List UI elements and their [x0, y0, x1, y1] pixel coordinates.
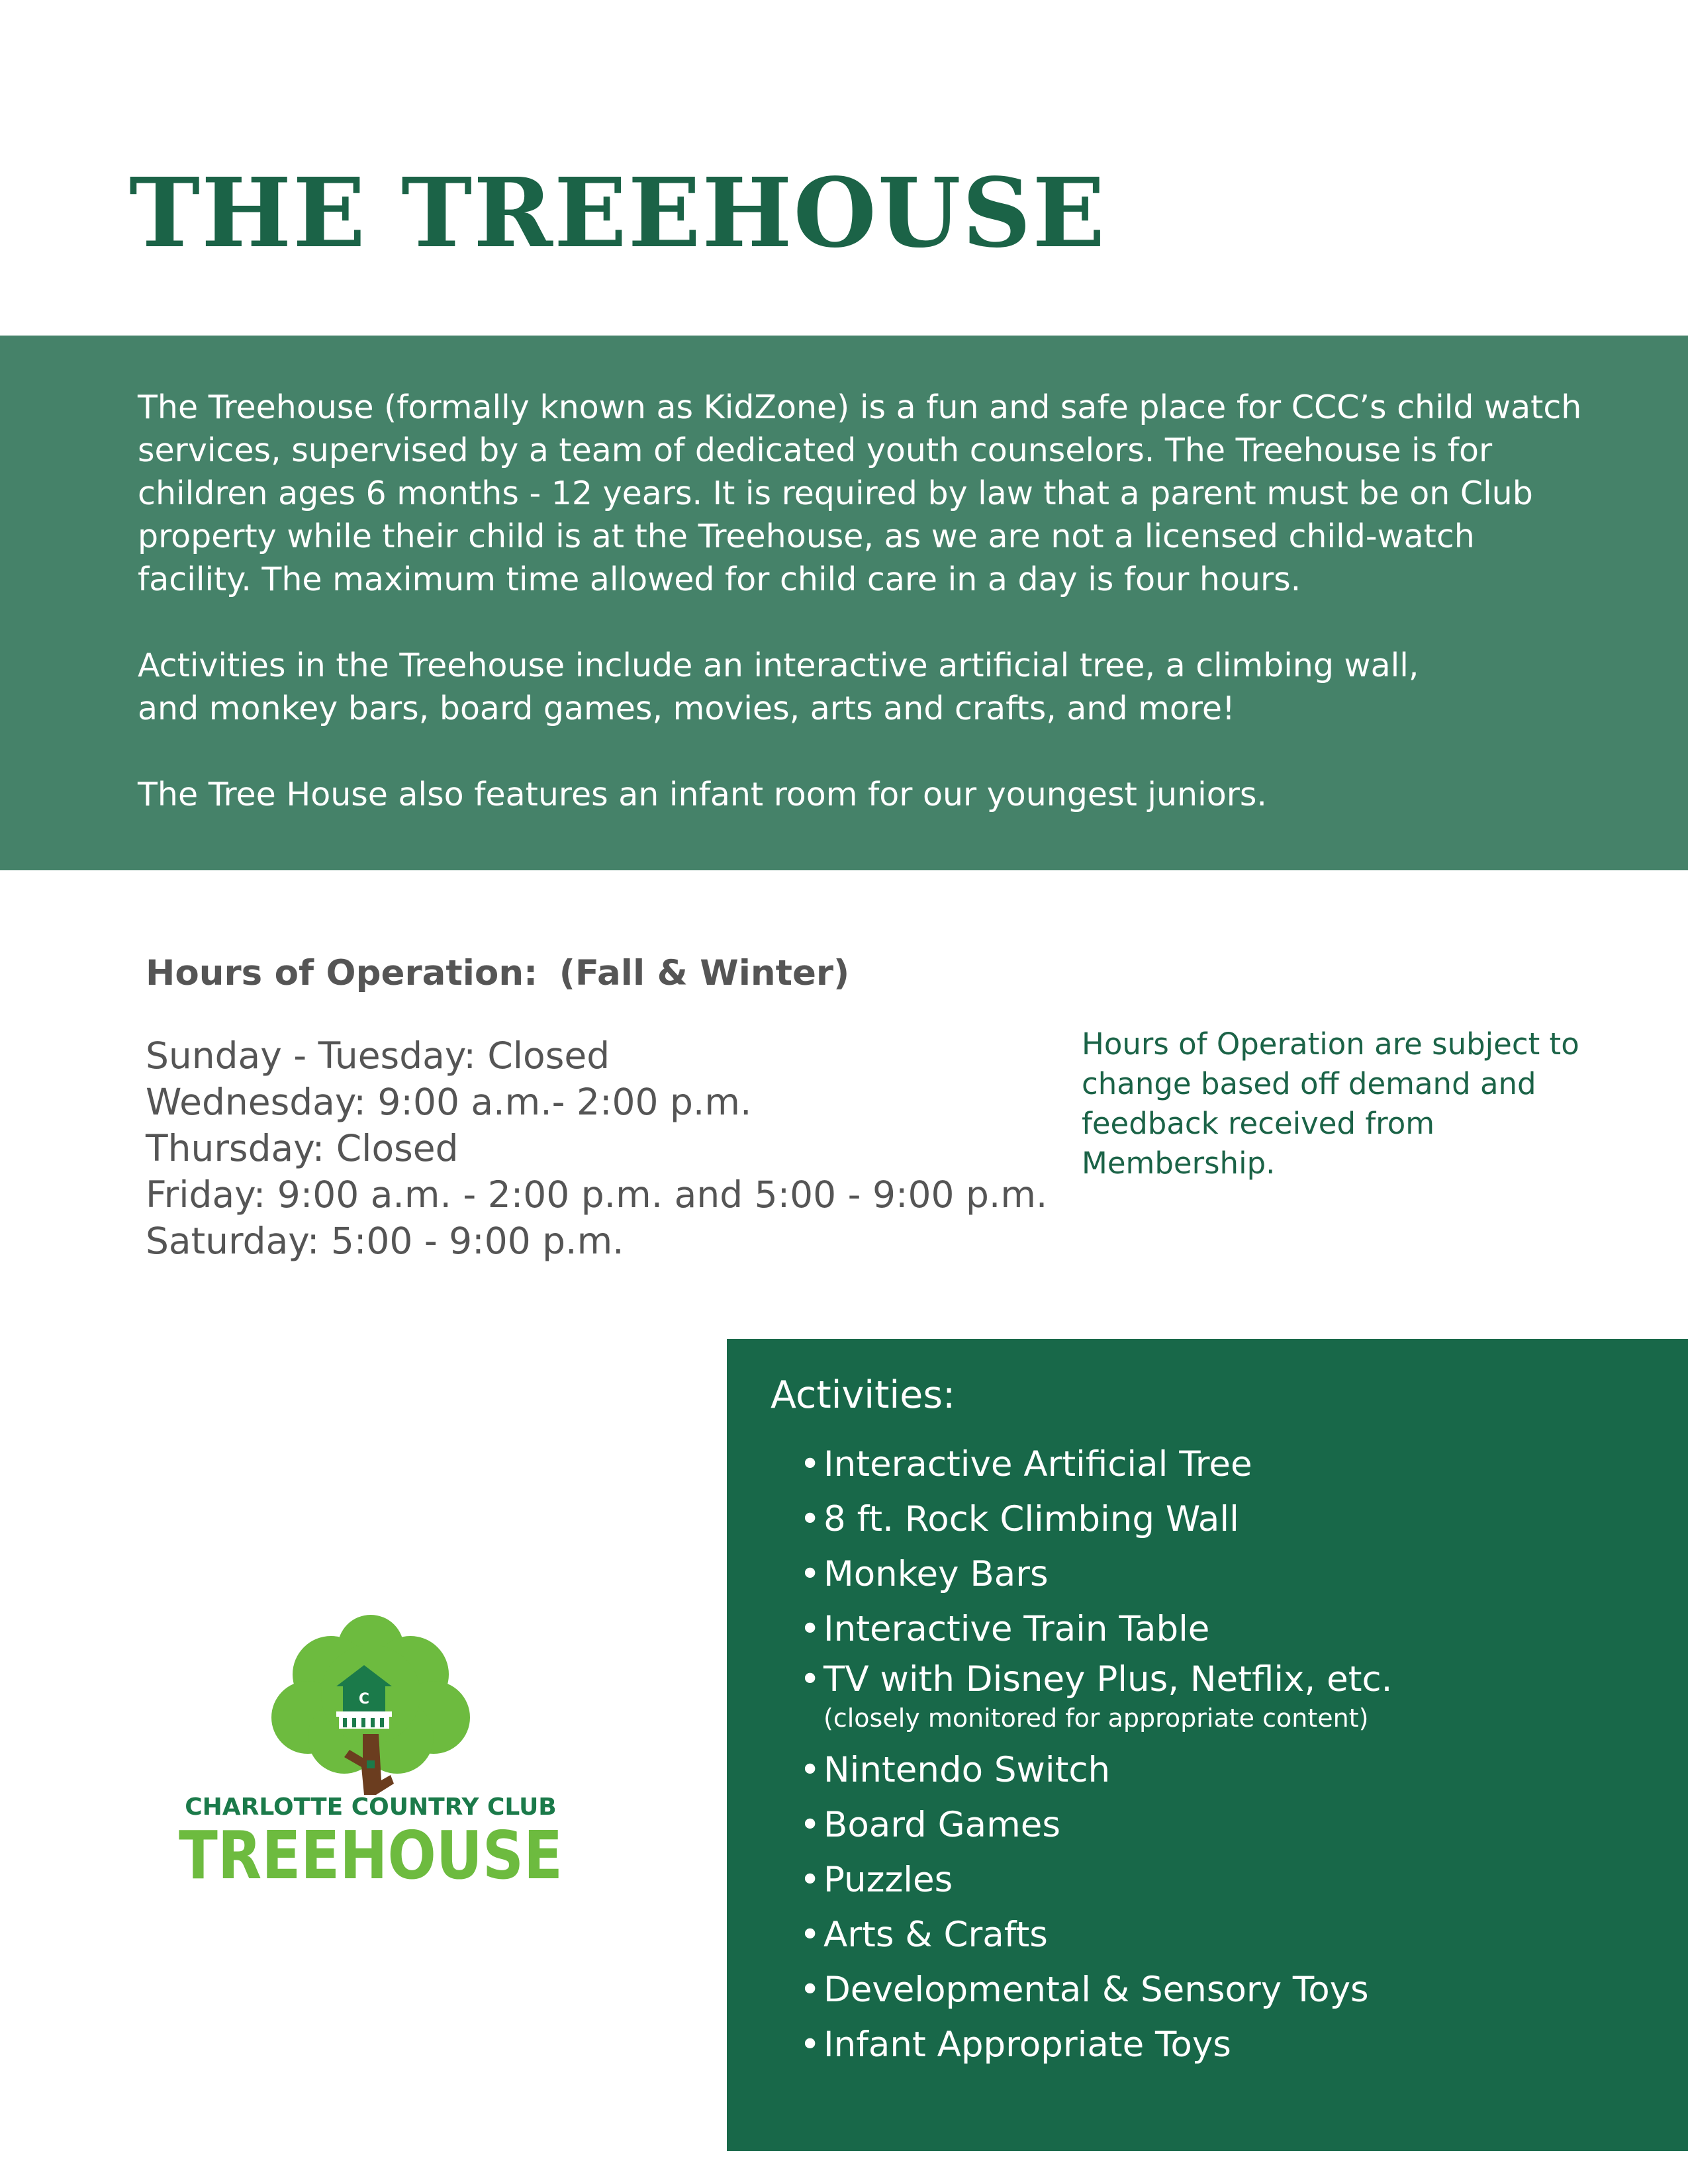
hours-heading	[146, 950, 849, 997]
hours-season: (Fall & Winter)	[559, 953, 850, 993]
bullet-icon: •	[800, 2025, 821, 2065]
bullet-icon: •	[800, 1860, 821, 1900]
activity-label: Monkey Bars	[823, 1554, 1049, 1594]
treehouse-logo	[165, 1602, 576, 1893]
activity-label: Developmental & Sensory Toys	[823, 1970, 1369, 2010]
activity-label: Interactive Artificial Tree	[823, 1444, 1252, 1484]
activity-item	[800, 1797, 1393, 1852]
logo-wordmark: TREEHOUSE	[179, 1817, 563, 1894]
activity-label: Arts & Crafts	[823, 1915, 1048, 1955]
activity-item	[800, 1602, 1393, 1657]
activity-item	[800, 1743, 1393, 1797]
bullet-icon: •	[800, 1915, 821, 1955]
logo-sign: C	[358, 1691, 370, 1707]
bullet-icon: •	[800, 1805, 821, 1845]
hours-row: Saturday: 5:00 - 9:00 p.m.	[146, 1220, 624, 1262]
logo-club-name: CHARLOTTE COUNTRY CLUB	[185, 1794, 557, 1821]
activity-label: Infant Appropriate Toys	[823, 2025, 1231, 2065]
intro-paragraph-description: The Treehouse (formally known as KidZone) is a fun and safe place for CCC’s child watch services, supervised by a team of dedicated youth counselors. The Treehouse is for children ages 6 months - 12 years. It is required by law that a parent must be on Club property while their child is at the Treehouse, as we are not a licensed child-watch facility. The maximum time allowed for child care in a day is four hours.	[138, 388, 1582, 598]
hours-row: Friday: 9:00 a.m. - 2:00 p.m. and 5:00 - 9:00 p.m.	[146, 1173, 1048, 1216]
page-title: THE TREEHOUSE	[129, 157, 1107, 269]
activity-label: TV with Disney Plus, Netflix, etc.	[823, 1659, 1393, 1700]
intro-section	[0, 336, 1688, 870]
activity-label: Board Games	[823, 1805, 1061, 1845]
bullet-icon: •	[800, 1554, 821, 1594]
bullet-icon: •	[800, 1499, 821, 1539]
hours-row: Wednesday: 9:00 a.m.- 2:00 p.m.	[146, 1081, 752, 1123]
bullet-icon: •	[800, 1659, 821, 1700]
activity-label: 8 ft. Rock Climbing Wall	[823, 1499, 1239, 1539]
hours-schedule	[146, 1032, 1047, 1264]
activity-item	[800, 1437, 1393, 1492]
activities-heading: Activities:	[771, 1373, 956, 1417]
bullet-icon: •	[800, 1750, 821, 1790]
hours-row: Thursday: Closed	[146, 1127, 459, 1169]
intro-paragraph-infant-room: The Tree House also features an infant room for our youngest juniors.	[138, 776, 1267, 813]
bullet-icon: •	[800, 1609, 821, 1649]
activity-label: Nintendo Switch	[823, 1750, 1111, 1790]
activity-item	[800, 1962, 1393, 2017]
activity-item	[800, 1657, 1393, 1733]
tree-icon	[271, 1615, 470, 1795]
activities-panel	[727, 1339, 1688, 2151]
hours-heading-label: Hours of Operation:	[146, 953, 538, 993]
activity-item	[800, 2017, 1393, 2072]
hours-disclaimer: Hours of Operation are subject to change based off demand and feedback received from Membership.	[1082, 1026, 1579, 1181]
hours-row: Sunday - Tuesday: Closed	[146, 1034, 610, 1077]
activity-label: Puzzles	[823, 1860, 953, 1900]
activity-label: Interactive Train Table	[823, 1609, 1210, 1649]
bullet-icon: •	[800, 1970, 821, 2010]
activity-item	[800, 1492, 1393, 1547]
activity-item	[800, 1547, 1393, 1602]
activities-list	[800, 1437, 1393, 2072]
intro-paragraph-activities: Activities in the Treehouse include an interactive artificial tree, a climbing wall, and monkey bars, board games, movies, arts and crafts, and more!	[138, 647, 1419, 727]
activity-note: (closely monitored for appropriate content)	[823, 1704, 1369, 1733]
bullet-icon: •	[800, 1444, 821, 1484]
activity-item	[800, 1852, 1393, 1907]
activity-item	[800, 1907, 1393, 1962]
